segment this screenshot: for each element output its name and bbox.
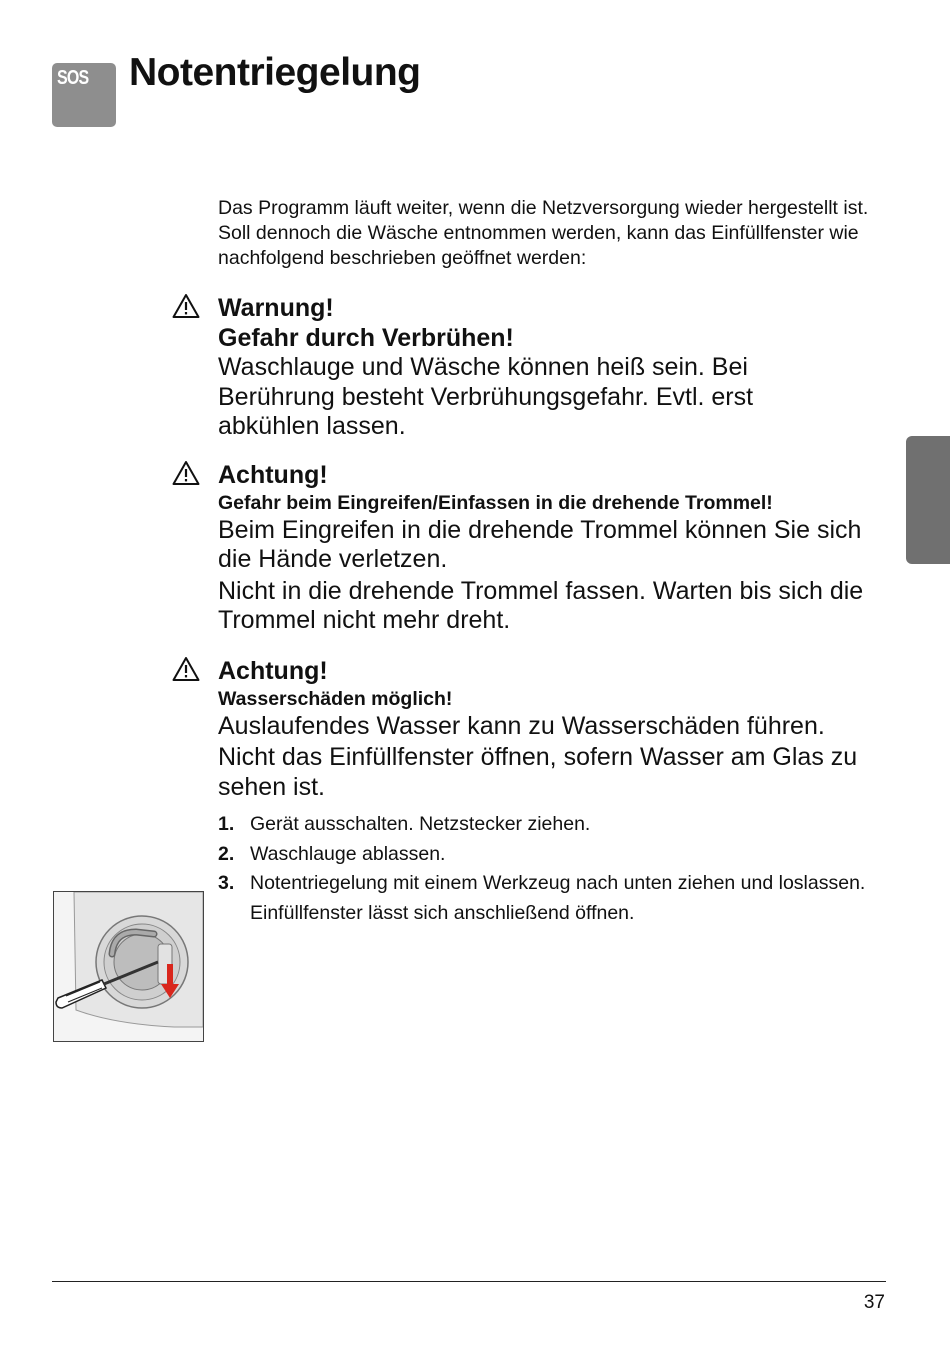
notice-text: Nicht in die drehende Trommel fassen. Warten bis sich die Trommel nicht mehr dreht. [218, 576, 864, 634]
notice-heading: Achtung! [218, 656, 328, 685]
caution-notice-drum [218, 460, 894, 636]
step-number: 1. [218, 813, 235, 835]
sos-badge [52, 63, 116, 127]
page-number: 37 [863, 1292, 885, 1313]
section-side-tab [906, 436, 950, 564]
notice-subheading: Wasserschäden möglich! [218, 687, 453, 710]
screwdriver-emergency-release-illustration [53, 891, 204, 1042]
notice-subheading: Gefahr beim Eingreifen/Einfassen in die drehende Trommel! [218, 491, 773, 514]
step-number: 3. [218, 872, 235, 894]
step-text: Notentriegelung mit einem Werkzeug nach unten ziehen und loslassen. [250, 872, 866, 894]
warning-triangle-icon [172, 293, 200, 319]
notice-heading: Warnung! [218, 294, 334, 322]
step-text: Waschlauge ablassen. [250, 842, 446, 865]
notice-heading: Achtung! [218, 460, 328, 489]
list-item [218, 871, 894, 925]
step-text: Gerät ausschalten. Netzstecker ziehen. [250, 813, 591, 835]
footer-rule [52, 1281, 886, 1282]
notice-text: Waschlauge und Wäsche können heiß sein. Bei Berührung besteht Verbrühungsgefahr. Evtl. erst abkühlen lassen. [218, 353, 754, 440]
sos-badge-label: SOS [57, 67, 89, 89]
warning-triangle-icon [172, 460, 200, 486]
step-number: 2. [218, 842, 235, 865]
warning-triangle-icon [172, 656, 200, 682]
page-title: Notentriegelung [129, 51, 421, 94]
notice-subheading: Gefahr durch Verbrühen! [218, 324, 514, 352]
list-item [218, 842, 894, 867]
steps-list [218, 812, 894, 925]
caution-notice-water-damage [218, 656, 894, 803]
notice-text: Beim Eingreifen in die drehende Trommel können Sie sich die Hände verletzen. [218, 515, 862, 573]
intro-paragraph: Das Programm läuft weiter, wenn die Netzversorgung wieder hergestellt ist. Soll dennoch die Wäsche entnommen werden, kann das Einfüllfenster wie nachfolgend beschrieben geöffnet werden: [218, 197, 869, 269]
notice-text: Nicht das Einfüllfenster öffnen, sofern Wasser am Glas zu sehen ist. [218, 743, 858, 801]
main-content [218, 196, 894, 930]
notice-text: Auslaufendes Wasser kann zu Wasserschäden führen. [218, 711, 825, 740]
step-subtext: Einfüllfenster lässt sich anschließend öffnen. [250, 901, 635, 924]
warning-notice-scalding [218, 293, 894, 442]
list-item [218, 812, 894, 837]
